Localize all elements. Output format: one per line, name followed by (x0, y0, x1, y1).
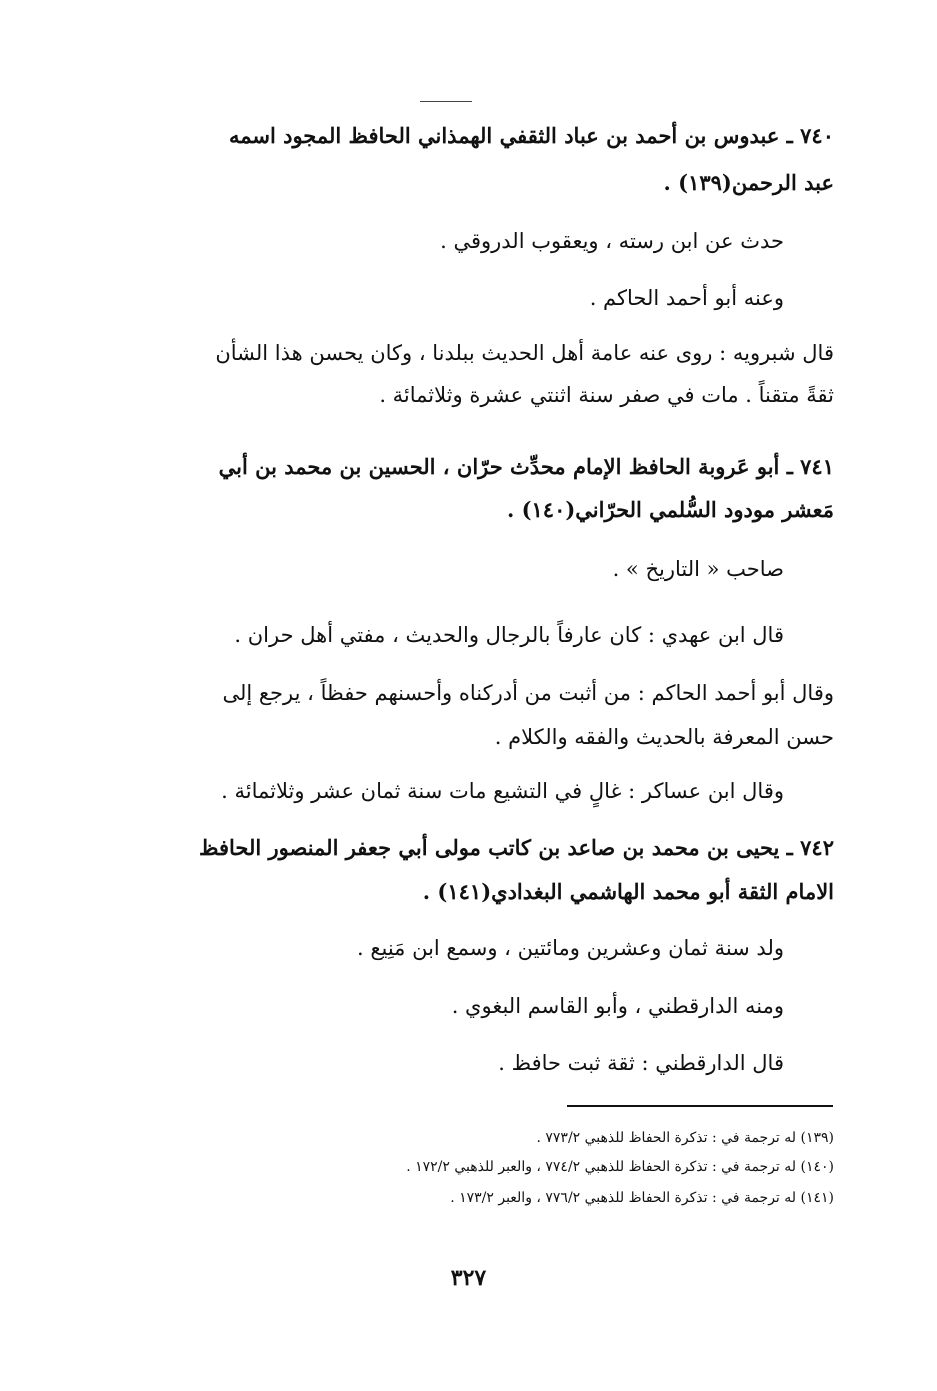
entry-740-heading-line-1: ٧٤٠ ـ عبدوس بن أحمد بن عباد الثقفي الهمذاني الحافظ المجود اسمه (228, 123, 834, 148)
entry-740-line-4: وعنه أبو أحمد الحاكم . (589, 286, 784, 310)
entry-742-line-3: ولد سنة ثمان وعشرين ومائتين ، وسمع ابن مَنِيع . (356, 936, 784, 960)
footnote-139: (١٣٩) له ترجمة في : تذكرة الحفاظ للذهبي ٧٧٣/٢ . (536, 1130, 834, 1146)
entry-742-line-5: قال الدارقطني : ثقة ثبت حافظ . (498, 1051, 784, 1075)
page-number: ٣٢٧ (450, 1265, 487, 1291)
entry-741-line-7: وقال ابن عساكر : غالٍ في التشيع مات سنة ثمان عشر وثلاثمائة . (221, 779, 784, 803)
footnote-141: (١٤١) له ترجمة في : تذكرة الحفاظ للذهبي ٧٧٦/٢ ، والعبر ١٧٣/٢ . (450, 1190, 834, 1206)
entry-741-heading-line-1: ٧٤١ ـ أبو عَروبة الحافظ الإمام محدِّث حرّان ، الحسين بن محمد بن أبي (218, 454, 834, 479)
entry-741-line-3: صاحب « التاريخ » . (612, 557, 784, 581)
entry-741-line-5: وقال أبو أحمد الحاكم : من أثبت من أدركناه وأحسنهم حفظاً ، يرجع إلى (222, 681, 834, 705)
entry-741-line-6: حسن المعرفة بالحديث والفقه والكلام . (494, 725, 834, 749)
top-divider (420, 101, 472, 102)
entry-740-heading-line-2: عبد الرحمن(١٣٩) . (663, 170, 834, 195)
entry-742-line-4: ومنه الدارقطني ، وأبو القاسم البغوي . (451, 994, 784, 1018)
entry-740-line-5: قال شبرويه : روى عنه عامة أهل الحديث ببلدنا ، وكان يحسن هذا الشأن (215, 341, 834, 365)
entry-740-line-3: حدث عن ابن رسته ، ويعقوب الدروقي . (440, 229, 784, 253)
entry-741-line-4: قال ابن عهدي : كان عارفاً بالرجال والحديث ، مفتي أهل حران . (234, 623, 784, 647)
entry-742-heading-line-2: الامام الثقة أبو محمد الهاشمي البغدادي(١٤١) . (422, 879, 834, 904)
entry-740-line-6: ثقةً متقناً . مات في صفر سنة اثنتي عشرة وثلاثمائة . (379, 383, 834, 407)
footnote-140: (١٤٠) له ترجمة في : تذكرة الحفاظ للذهبي ٧٧٤/٢ ، والعبر للذهبي ١٧٢/٢ . (406, 1159, 834, 1175)
entry-742-heading-line-1: ٧٤٢ ـ يحيى بن محمد بن صاعد بن كاتب مولى أبي جعفر المنصور الحافظ (199, 835, 834, 860)
footnote-divider (567, 1105, 833, 1107)
entry-741-heading-line-2: مَعشر مودود السُّلمي الحرّاني(١٤٠) . (506, 497, 834, 522)
